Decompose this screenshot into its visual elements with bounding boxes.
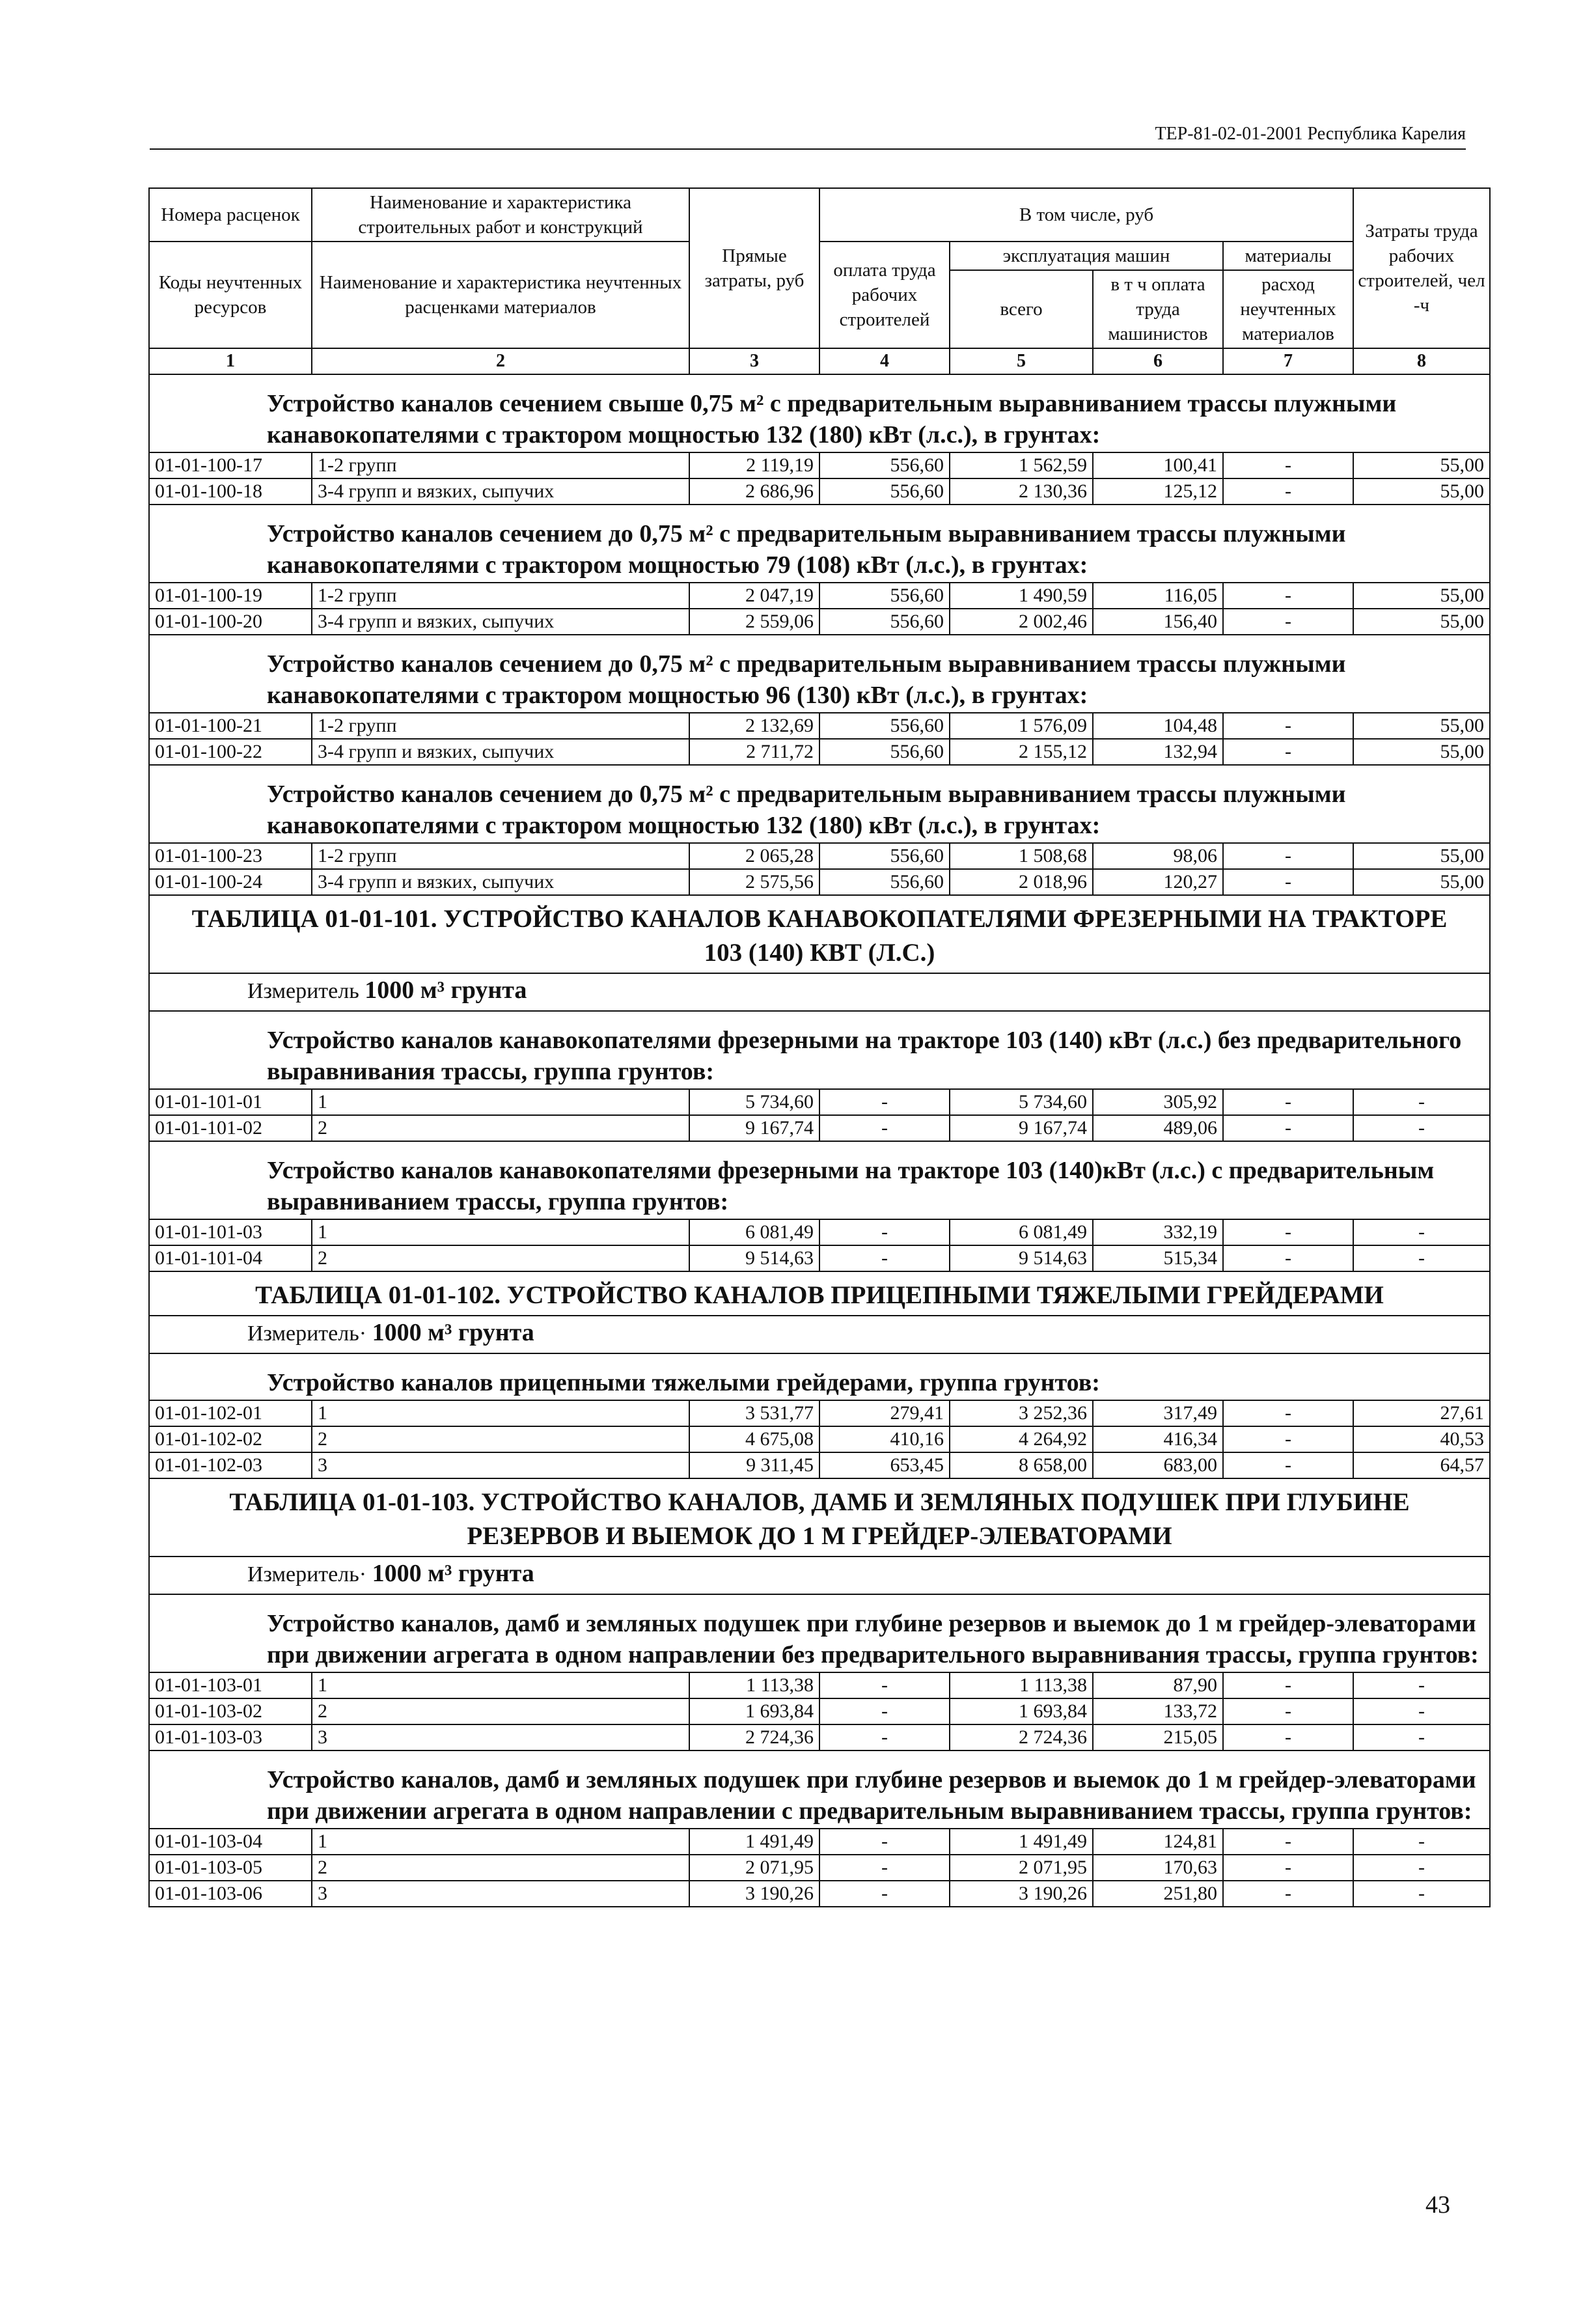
table-cell: 653,45 — [819, 1452, 950, 1478]
col-machines: эксплуатация машин — [950, 242, 1223, 270]
table-row — [149, 1452, 1490, 1478]
table-cell: 2 018,96 — [950, 869, 1093, 895]
table-cell: 27,61 — [1353, 1400, 1490, 1426]
col-including: В том числе, руб — [819, 188, 1353, 242]
table-cell: 55,00 — [1353, 478, 1490, 505]
table-cell: 5 734,60 — [950, 1089, 1093, 1115]
table-cell: 2 130,36 — [950, 478, 1093, 505]
table-row — [149, 1881, 1490, 1907]
section-heading-row — [149, 1011, 1490, 1089]
table-cell: - — [819, 1672, 950, 1698]
section-heading: Устройство каналов сечением свыше 0,75 м² с предварительным выравниванием трассы плужными канавокопателями с трактором мощностью 132 (180) кВт (л.с.), в грунтах: — [149, 374, 1490, 452]
table-cell: - — [819, 1698, 950, 1724]
table-cell: - — [819, 1829, 950, 1855]
col-labor-costs: Затраты труда рабочих строителей, чел -ч — [1353, 188, 1490, 348]
table-cell: 3 252,36 — [950, 1400, 1093, 1426]
table-cell: 1 490,59 — [950, 583, 1093, 609]
table-row — [149, 713, 1490, 739]
table-cell: 01-01-102-01 — [149, 1400, 312, 1426]
table-row — [149, 583, 1490, 609]
measure-label: Измеритель — [247, 979, 359, 1003]
table-cell: 1-2 групп — [312, 452, 689, 478]
table-cell: 01-01-100-18 — [149, 478, 312, 505]
table-cell: 556,60 — [819, 843, 950, 869]
table-cell: 1 — [312, 1219, 689, 1245]
table-cell: 3 531,77 — [689, 1400, 819, 1426]
table-cell: 3-4 групп и вязких, сыпучих — [312, 609, 689, 635]
table-row — [149, 1400, 1490, 1426]
measure-row — [149, 1557, 1490, 1594]
table-cell: - — [1223, 1426, 1353, 1452]
table-cell: 3-4 групп и вязких, сыпучих — [312, 869, 689, 895]
table-row — [149, 1672, 1490, 1698]
table-row — [149, 843, 1490, 869]
table-cell: - — [819, 1881, 950, 1907]
table-cell: 2 559,06 — [689, 609, 819, 635]
section-heading-row — [149, 1751, 1490, 1829]
table-cell: - — [1353, 1219, 1490, 1245]
table-cell: - — [1223, 1115, 1353, 1141]
table-row — [149, 1724, 1490, 1751]
table-title-row — [149, 1271, 1490, 1316]
table-cell: 01-01-103-03 — [149, 1724, 312, 1751]
table-row — [149, 869, 1490, 895]
table-cell: 40,53 — [1353, 1426, 1490, 1452]
table-cell: - — [819, 1855, 950, 1881]
table-cell: 87,90 — [1093, 1672, 1223, 1698]
table-cell: 01-01-103-06 — [149, 1881, 312, 1907]
section-heading-row — [149, 635, 1490, 713]
table-cell: 2 724,36 — [689, 1724, 819, 1751]
col-work-name: Наименование и характеристика строительных работ и конструкций — [312, 188, 689, 242]
table-cell: 1 491,49 — [950, 1829, 1093, 1855]
table-cell: 2 071,95 — [950, 1855, 1093, 1881]
measure-label: Измеритель· — [247, 1322, 367, 1346]
table-cell: 279,41 — [819, 1400, 950, 1426]
table-cell: 133,72 — [1093, 1698, 1223, 1724]
table-cell: 2 002,46 — [950, 609, 1093, 635]
table-cell: - — [1223, 843, 1353, 869]
table-cell: 3 190,26 — [950, 1881, 1093, 1907]
table-cell: 515,34 — [1093, 1245, 1223, 1271]
table-row — [149, 1698, 1490, 1724]
table-cell: 55,00 — [1353, 869, 1490, 895]
table-cell: 01-01-101-04 — [149, 1245, 312, 1271]
table-cell: 8 658,00 — [950, 1452, 1093, 1478]
table-cell: 2 575,56 — [689, 869, 819, 895]
table-cell: 01-01-100-20 — [149, 609, 312, 635]
table-cell: - — [1353, 1829, 1490, 1855]
table-cell: - — [1353, 1881, 1490, 1907]
section-heading: Устройство каналов сечением до 0,75 м² с предварительным выравниванием трассы плужными канавокопателями с трактором мощностью 79 (108) кВт (л.с.), в грунтах: — [149, 505, 1490, 583]
table-cell: - — [819, 1724, 950, 1751]
table-cell: 332,19 — [1093, 1219, 1223, 1245]
table-cell: - — [1223, 1089, 1353, 1115]
col-number: 3 — [689, 348, 819, 374]
table-cell: - — [1223, 583, 1353, 609]
table-cell: - — [819, 1089, 950, 1115]
table-cell: 156,40 — [1093, 609, 1223, 635]
table-cell: 2 686,96 — [689, 478, 819, 505]
column-numbers-row — [149, 348, 1490, 374]
table-cell: 3 190,26 — [689, 1881, 819, 1907]
table-cell: 489,06 — [1093, 1115, 1223, 1141]
rates-table — [148, 187, 1491, 1907]
col-number: 4 — [819, 348, 950, 374]
table-cell: 556,60 — [819, 739, 950, 765]
table-cell: - — [1223, 1245, 1353, 1271]
col-number: 1 — [149, 348, 312, 374]
table-cell: - — [1223, 1698, 1353, 1724]
table-cell: - — [1353, 1724, 1490, 1751]
table-cell: - — [1223, 478, 1353, 505]
table-cell: 1 — [312, 1089, 689, 1115]
section-heading-row — [149, 1594, 1490, 1672]
col-rate-numbers: Номера расценок — [149, 188, 312, 242]
table-cell: 55,00 — [1353, 739, 1490, 765]
table-cell: 2 071,95 — [689, 1855, 819, 1881]
table-cell: 01-01-103-05 — [149, 1855, 312, 1881]
table-cell: - — [1223, 609, 1353, 635]
section-heading: Устройство каналов прицепными тяжелыми грейдерами, группа грунтов: — [149, 1353, 1490, 1400]
table-header — [149, 188, 1490, 374]
table-cell: 01-01-100-17 — [149, 452, 312, 478]
table-cell: 01-01-100-19 — [149, 583, 312, 609]
col-worker-wage: оплата труда рабочих строителей — [819, 242, 950, 348]
table-cell: - — [1223, 1400, 1353, 1426]
table-cell: - — [1223, 869, 1353, 895]
table-cell: 1 113,38 — [950, 1672, 1093, 1698]
section-heading-row — [149, 765, 1490, 843]
table-cell: 01-01-103-02 — [149, 1698, 312, 1724]
col-resource-codes: Коды неучтенных ресурсов — [149, 242, 312, 348]
table-cell: 100,41 — [1093, 452, 1223, 478]
table-cell: 01-01-102-03 — [149, 1452, 312, 1478]
table-cell: 55,00 — [1353, 583, 1490, 609]
table-cell: 2 — [312, 1855, 689, 1881]
col-material-use: расход неучтенных материалов — [1223, 270, 1353, 348]
table-cell: 556,60 — [819, 869, 950, 895]
table-cell: 01-01-101-01 — [149, 1089, 312, 1115]
table-cell: 1 — [312, 1829, 689, 1855]
table-cell: 01-01-101-03 — [149, 1219, 312, 1245]
table-cell: 305,92 — [1093, 1089, 1223, 1115]
table-cell: 410,16 — [819, 1426, 950, 1452]
table-cell: - — [1353, 1245, 1490, 1271]
col-machines-total: всего — [950, 270, 1093, 348]
table-row — [149, 1245, 1490, 1271]
table-cell: 01-01-101-02 — [149, 1115, 312, 1141]
table-cell: - — [1223, 452, 1353, 478]
table-cell: 1 — [312, 1672, 689, 1698]
table-cell: 2 724,36 — [950, 1724, 1093, 1751]
table-cell: 2 132,69 — [689, 713, 819, 739]
table-cell: 9 167,74 — [950, 1115, 1093, 1141]
table-cell: 55,00 — [1353, 713, 1490, 739]
col-number: 6 — [1093, 348, 1223, 374]
col-material-name: Наименование и характеристика неучтенных расценками материалов — [312, 242, 689, 348]
section-heading: Устройство каналов, дамб и земляных подушек при глубине резервов и выемок до 1 м грейдер-элеваторами при движении агрегата в одном направлении без предварительного выравнивания трассы, группа грунтов: — [149, 1594, 1490, 1672]
table-cell: 170,63 — [1093, 1855, 1223, 1881]
measure-unit: 1000 м³ грунта — [372, 1560, 534, 1587]
table-cell: - — [1353, 1115, 1490, 1141]
table-cell: 98,06 — [1093, 843, 1223, 869]
table-cell: 1 113,38 — [689, 1672, 819, 1698]
table-cell: - — [1223, 1855, 1353, 1881]
table-cell: 3 — [312, 1724, 689, 1751]
table-cell: 1 562,59 — [950, 452, 1093, 478]
col-materials: материалы — [1223, 242, 1353, 270]
table-cell: 6 081,49 — [689, 1219, 819, 1245]
table-cell: - — [1223, 1452, 1353, 1478]
table-cell: - — [1223, 739, 1353, 765]
table-cell: - — [819, 1219, 950, 1245]
table-row — [149, 452, 1490, 478]
table-cell: 1 693,84 — [689, 1698, 819, 1724]
table-cell: 116,05 — [1093, 583, 1223, 609]
section-heading-row — [149, 374, 1490, 452]
table-cell: 1 491,49 — [689, 1829, 819, 1855]
table-cell: - — [1223, 1219, 1353, 1245]
col-number: 8 — [1353, 348, 1490, 374]
table-cell: 64,57 — [1353, 1452, 1490, 1478]
document-header: ТЕР-81-02-01-2001 Республика Карелия — [150, 124, 1466, 150]
measure-row — [149, 1316, 1490, 1353]
table-cell: 104,48 — [1093, 713, 1223, 739]
table-cell: 9 311,45 — [689, 1452, 819, 1478]
table-body — [149, 374, 1490, 1907]
table-cell: - — [819, 1115, 950, 1141]
table-cell: 556,60 — [819, 478, 950, 505]
table-row — [149, 609, 1490, 635]
section-heading: Устройство каналов канавокопателями фрезерными на тракторе 103 (140) кВт (л.с.) без предварительного выравнивания трассы, группа грунтов: — [149, 1011, 1490, 1089]
table-cell: 251,80 — [1093, 1881, 1223, 1907]
table-row — [149, 1426, 1490, 1452]
table-cell: 2 — [312, 1115, 689, 1141]
table-cell: 2 — [312, 1426, 689, 1452]
col-machinist-wage: в т ч оплата труда машинистов — [1093, 270, 1223, 348]
table-cell: 01-01-100-22 — [149, 739, 312, 765]
table-cell: 4 675,08 — [689, 1426, 819, 1452]
table-cell: 556,60 — [819, 609, 950, 635]
table-cell: - — [1353, 1089, 1490, 1115]
table-cell: 3 — [312, 1881, 689, 1907]
measure-cell — [149, 1557, 1490, 1594]
measure-unit: 1000 м³ грунта — [365, 976, 527, 1004]
table-cell: 01-01-103-04 — [149, 1829, 312, 1855]
table-title-row — [149, 1478, 1490, 1557]
table-cell: 120,27 — [1093, 869, 1223, 895]
table-cell: 4 264,92 — [950, 1426, 1093, 1452]
table-cell: 1-2 групп — [312, 713, 689, 739]
table-cell: 556,60 — [819, 452, 950, 478]
table-cell: 317,49 — [1093, 1400, 1223, 1426]
table-cell: 1-2 групп — [312, 583, 689, 609]
table-cell: - — [1223, 713, 1353, 739]
table-cell: 2 119,19 — [689, 452, 819, 478]
table-cell: 3-4 групп и вязких, сыпучих — [312, 478, 689, 505]
table-cell: 55,00 — [1353, 452, 1490, 478]
table-cell: 416,34 — [1093, 1426, 1223, 1452]
table-cell: 55,00 — [1353, 843, 1490, 869]
table-cell: - — [1223, 1881, 1353, 1907]
table-cell: 2 047,19 — [689, 583, 819, 609]
table-cell: 55,00 — [1353, 609, 1490, 635]
section-heading: Устройство каналов, дамб и земляных подушек при глубине резервов и выемок до 1 м грейдер-элеваторами при движении агрегата в одном направлении с предварительным выравниванием трассы, группа грунтов: — [149, 1751, 1490, 1829]
table-cell: 124,81 — [1093, 1829, 1223, 1855]
table-cell: 3-4 групп и вязких, сыпучих — [312, 739, 689, 765]
section-heading-row — [149, 505, 1490, 583]
table-cell: 556,60 — [819, 713, 950, 739]
measure-cell — [149, 973, 1490, 1011]
table-row — [149, 1829, 1490, 1855]
col-number: 2 — [312, 348, 689, 374]
measure-unit: 1000 м³ грунта — [372, 1319, 534, 1346]
table-row — [149, 1089, 1490, 1115]
measure-cell — [149, 1316, 1490, 1353]
table-title-row — [149, 895, 1490, 973]
table-cell: 01-01-103-01 — [149, 1672, 312, 1698]
table-cell: 556,60 — [819, 583, 950, 609]
table-cell: 2 155,12 — [950, 739, 1093, 765]
table-cell: 01-01-100-24 — [149, 869, 312, 895]
table-cell: 01-01-100-23 — [149, 843, 312, 869]
table-cell: 132,94 — [1093, 739, 1223, 765]
table-row — [149, 478, 1490, 505]
table-cell: - — [819, 1245, 950, 1271]
table-cell: 125,12 — [1093, 478, 1223, 505]
table-cell: 9 514,63 — [689, 1245, 819, 1271]
table-cell: 1 576,09 — [950, 713, 1093, 739]
table-cell: 1-2 групп — [312, 843, 689, 869]
col-number: 5 — [950, 348, 1093, 374]
table-cell: - — [1223, 1829, 1353, 1855]
table-cell: - — [1223, 1672, 1353, 1698]
table-cell: - — [1353, 1698, 1490, 1724]
table-cell: 6 081,49 — [950, 1219, 1093, 1245]
table-row — [149, 739, 1490, 765]
table-title: ТАБЛИЦА 01-01-102. УСТРОЙСТВО КАНАЛОВ ПРИЦЕПНЫМИ ТЯЖЕЛЫМИ ГРЕЙДЕРАМИ — [149, 1271, 1490, 1316]
table-cell: 1 508,68 — [950, 843, 1093, 869]
col-direct-costs: Прямые затраты, руб — [689, 188, 819, 348]
table-cell: - — [1353, 1672, 1490, 1698]
measure-label: Измеритель· — [247, 1562, 367, 1586]
table-cell: 01-01-100-21 — [149, 713, 312, 739]
section-heading: Устройство каналов канавокопателями фрезерными на тракторе 103 (140)кВт (л.с.) с предварительным выравниванием трассы, группа грунтов: — [149, 1141, 1490, 1219]
table-cell: - — [1223, 1724, 1353, 1751]
table-cell: 01-01-102-02 — [149, 1426, 312, 1452]
page-number: 43 — [1425, 2191, 1450, 2219]
table-row — [149, 1855, 1490, 1881]
table-cell: 9 514,63 — [950, 1245, 1093, 1271]
section-heading-row — [149, 1353, 1490, 1400]
table-cell: 2 065,28 — [689, 843, 819, 869]
section-heading-row — [149, 1141, 1490, 1219]
measure-row — [149, 973, 1490, 1011]
table-title: ТАБЛИЦА 01-01-103. УСТРОЙСТВО КАНАЛОВ, ДАМБ И ЗЕМЛЯНЫХ ПОДУШЕК ПРИ ГЛУБИНЕ РЕЗЕРВОВ И ВЫЕМОК ДО 1 М ГРЕЙДЕР-ЭЛЕВАТОРАМИ — [149, 1478, 1490, 1557]
table-title: ТАБЛИЦА 01-01-101. УСТРОЙСТВО КАНАЛОВ КАНАВОКОПАТЕЛЯМИ ФРЕЗЕРНЫМИ НА ТРАКТОРЕ 103 (140) КВТ (Л.С.) — [149, 895, 1490, 973]
table-cell: - — [1353, 1855, 1490, 1881]
table-cell: 1 693,84 — [950, 1698, 1093, 1724]
table-row — [149, 1115, 1490, 1141]
table-cell: 3 — [312, 1452, 689, 1478]
section-heading: Устройство каналов сечением до 0,75 м² с предварительным выравниванием трассы плужными канавокопателями с трактором мощностью 96 (130) кВт (л.с.), в грунтах: — [149, 635, 1490, 713]
table-cell: 215,05 — [1093, 1724, 1223, 1751]
table-cell: 2 711,72 — [689, 739, 819, 765]
table-cell: 683,00 — [1093, 1452, 1223, 1478]
table-cell: 1 — [312, 1400, 689, 1426]
col-number: 7 — [1223, 348, 1353, 374]
section-heading: Устройство каналов сечением до 0,75 м² с предварительным выравниванием трассы плужными канавокопателями с трактором мощностью 132 (180) кВт (л.с.), в грунтах: — [149, 765, 1490, 843]
table-cell: 9 167,74 — [689, 1115, 819, 1141]
table-row — [149, 1219, 1490, 1245]
table-cell: 5 734,60 — [689, 1089, 819, 1115]
table-cell: 2 — [312, 1698, 689, 1724]
table-cell: 2 — [312, 1245, 689, 1271]
